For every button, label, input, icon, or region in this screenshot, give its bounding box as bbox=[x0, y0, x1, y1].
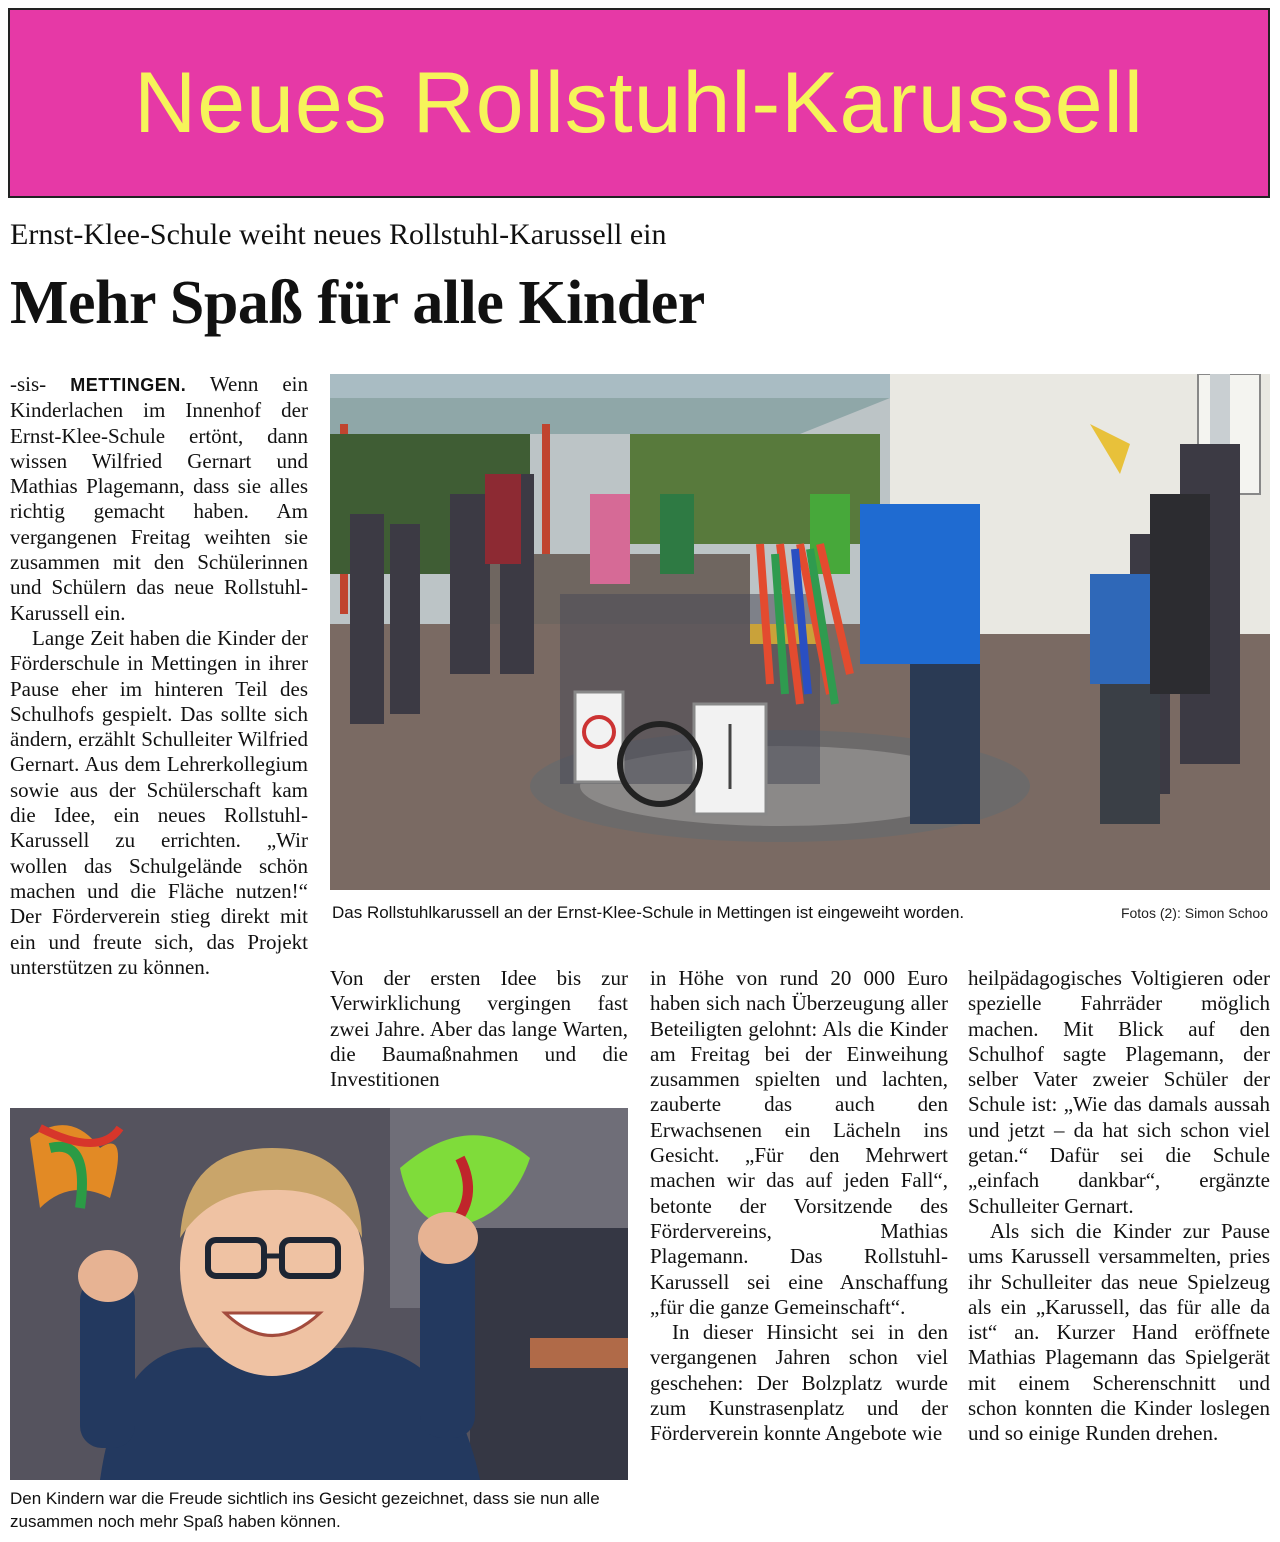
main-photo-caption: Das Rollstuhlkarussell an der Ernst-Klee-Schule in Mettingen ist eingeweiht worden. bbox=[332, 903, 965, 922]
paragraph: in Höhe von rund 20 000 Euro haben sich nach Überzeugung aller Beteiligten gelohnt: Als die Kinder am Freitag bei der Einweihung zusammen spielten und lachten, zauberte das auch den Erwachsenen ein Lächeln ins Gesicht. „Für den Mehrwert machen wir das auf jeden Fall“, betonte der Vorsitzende des Fördervereins, Mathias Plagemann. Das Rollstuhl-Karussell sei eine Anschaffung „für die ganze Gemeinschaft“. bbox=[650, 966, 948, 1319]
paragraph: heilpädagogisches Voltigieren oder spezielle Fahrräder möglich machen. Mit Blick auf den Schulhof sagte Plagemann, der selber Vater zweier Schüler der Schule ist: „Wie das damals aussah und jetzt – da hat sich schon viel getan.“ Dafür sei die Schule „einfach dankbar“, ergänzte Schulleiter Gernart. bbox=[968, 966, 1270, 1218]
title-banner bbox=[8, 8, 1270, 198]
paragraph bbox=[10, 372, 308, 626]
article-column-2 bbox=[330, 966, 628, 1092]
paragraph: Als sich die Kinder zur Pause ums Karussell versammelten, pries ihr Schulleiter das neue Spielzeug als ein „Karussell, das für alle da ist“ an. Kurzer Hand eröffnete Mathias Plagemann das Spielgerät mit einem Scherenschnitt und schon konnten die Kinder loslegen und so einige Runden drehen. bbox=[968, 1218, 1270, 1446]
article-column-4 bbox=[968, 966, 1270, 1447]
banner-title: Neues Rollstuhl-Karussell bbox=[134, 54, 1144, 151]
article-column-1 bbox=[10, 372, 308, 980]
photo-credit: Fotos (2): Simon Schoo bbox=[1120, 905, 1268, 921]
paragraph: Lange Zeit haben die Kinder der Förderschule in Mettingen in ihrer Pause eher im hinteren Teil des Schulhofs gespielt. Das sollte sich ändern, erzählt Schulleiter Wilfried Gernart. Aus dem Lehrerkollegium sowie aus der Schülerschaft kam die Idee, ein neues Rollstuhl-Karussell zu errichten. „Wir wollen das Schulgelände schön machen und die Fläche nutzen!“ Der Förderverein stieg direkt mit ein und freute sich, das Projekt unterstützen zu können. bbox=[10, 625, 308, 979]
article-kicker: Ernst-Klee-Schule weiht neues Rollstuhl-Karussell ein bbox=[10, 218, 667, 251]
dateline: METTINGEN. bbox=[70, 375, 187, 395]
article-column-3 bbox=[650, 966, 948, 1447]
paragraph-text: Wenn ein Kinderlachen im Innenhof der Ernst-Klee-Schule ertönt, dann wissen Wilfried Gernart und Mathias Plagemann, dass sie alles richtig gemacht haben. Am vergangenen Freitag weihten sie zusammen mit den Schülerinnen und Schülern das neue Rollstuhl-Karussell ein. bbox=[10, 372, 309, 625]
paragraph: Von der ersten Idee bis zur Verwirklichung vergingen fast zwei Jahre. Aber das lange Warten, die Baumaßnahmen und die Investitionen bbox=[330, 966, 628, 1092]
carousel-photo bbox=[330, 374, 1270, 890]
byline: -sis- bbox=[10, 372, 47, 396]
child-photo-caption: Den Kindern war die Freude sichtlich ins Gesicht gezeichnet, dass sie nun alle zusammen noch mehr Spaß haben können. bbox=[10, 1489, 600, 1531]
child-photo bbox=[10, 1108, 628, 1480]
paragraph: In dieser Hinsicht sei in den vergangenen Jahren schon viel geschehen: Der Bolzplatz wurde zum Kunstrasenplatz und der Förderverein konnte Angebote wie bbox=[650, 1320, 948, 1446]
article-headline: Mehr Spaß für alle Kinder bbox=[10, 269, 705, 337]
